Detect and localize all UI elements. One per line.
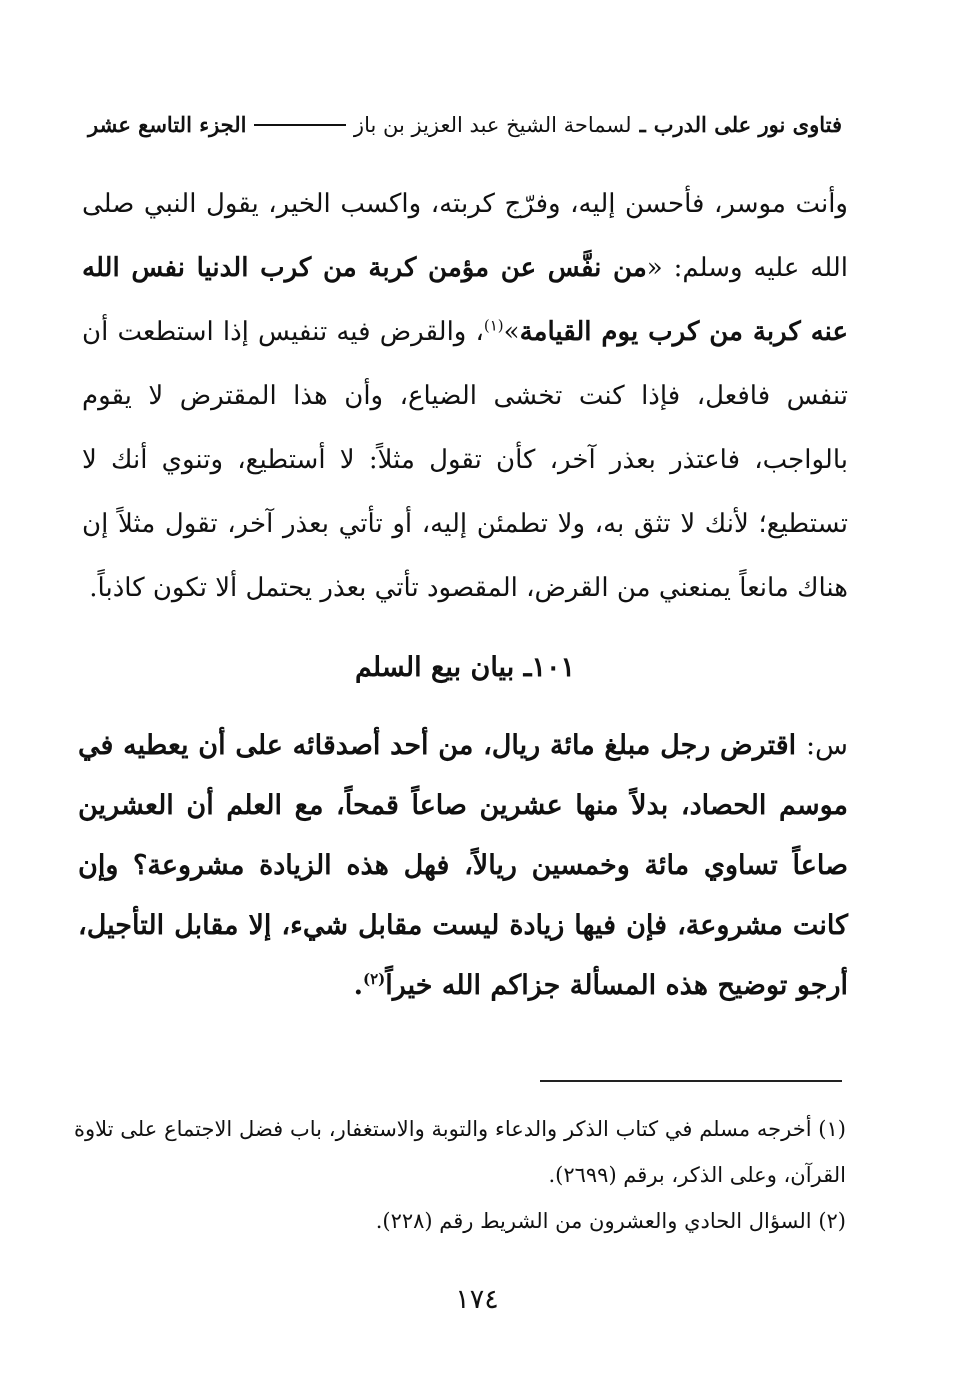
section-heading: ١٠١ـ بيان بيع السلم bbox=[354, 652, 576, 683]
running-header bbox=[88, 112, 842, 152]
quote-close: » bbox=[503, 317, 520, 347]
hadith-quote: من نفَّس عن مؤمن كربة من كرب الدنيا نفس الله عنه كربة من كرب يوم القيامة bbox=[82, 253, 848, 347]
question-label: س: bbox=[805, 730, 849, 761]
answer-paragraph bbox=[82, 172, 848, 620]
author-line: لسماحة الشيخ عبد العزيز بن باز bbox=[353, 113, 632, 137]
page-number: ١٧٤ bbox=[455, 1284, 499, 1315]
series-title: فتاوى نور على الدرب bbox=[653, 112, 842, 137]
footnote-2: (٢) السؤال الحادي والعشرون من الشريط رقم (٢٢٨). bbox=[375, 1209, 846, 1233]
answer-text-rest: ، والقرض فيه تنفيس إذا استطعت أن تنفس فافعل، فإذا كنت تخشى الضياع، وأن هذا المقترض لا يقوم بالواجب، فاعتذر بعذر آخر، كأن تقول مثلاً: لا أستطيع، وتنوي أنك لا تستطيع؛ لأنك لا تثق به، ولا تطمئن إليه، أو تأتي بعذر آخر، تقول مثلاً إن هناك مانعاً يمنعني من القرض، المقصود تأتي بعذر يحتمل ألا تكون كاذباً. bbox=[82, 317, 848, 603]
footnote-separator bbox=[540, 1080, 842, 1082]
answer-text-start: وأنت موسر، فأحسن إليه، وفرّج كربته، واكسب الخير، يقول النبي صلى الله عليه وسلم: « bbox=[82, 189, 848, 283]
footnotes bbox=[74, 1106, 846, 1244]
header-separator: ـ bbox=[639, 112, 646, 137]
footnote-1: (١) أخرجه مسلم في كتاب الذكر والدعاء والتوبة والاستغفار، باب فضل الاجتماع على تلاوة القرآن، وعلى الذكر، برقم (٢٦٩٩). bbox=[74, 1117, 846, 1187]
question-paragraph bbox=[78, 716, 848, 1016]
question-text: اقترض رجل مبلغ مائة ريال، من أحد أصدقائه على أن يعطيه في موسم الحصاد، بدلاً منها عشرين صاعاً قمحاً، مع العلم أن العشرين صاعاً تساوي مائة وخمسين ريالاً، فهل هذه الزيادة مشروعة؟ وإن كانت مشروعة، فإن فيها زيادة ليست مقابل شيء، إلا مقابل التأجيل، أرجو توضيح هذه المسألة جزاكم الله خيراً bbox=[78, 730, 848, 1001]
footnote-ref-2: (٢) bbox=[362, 970, 386, 988]
volume-title: الجزء التاسع عشر bbox=[88, 112, 247, 137]
footnote-ref-1: (١) bbox=[483, 316, 504, 335]
header-rule bbox=[254, 124, 345, 126]
question-end: . bbox=[353, 970, 363, 1001]
